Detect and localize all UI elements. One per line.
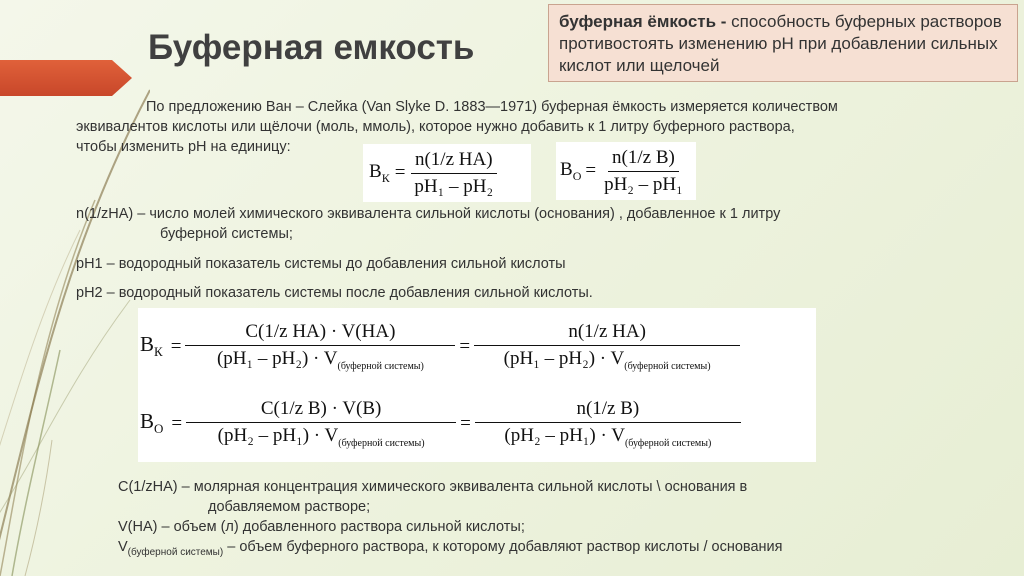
def-c-line-2: добавляемом растворе; — [208, 499, 371, 515]
def-v-buffer: $V_{(буферной системы)}$ – объем буферного раствора, к которому добавляют раствор кислоты / основания — [118, 539, 783, 558]
formula-lhs: $B_О$ — [560, 158, 582, 183]
def-n-line-1: n(1/zHA) – число молей химического эквивалента сильной кислоты (основания) , добавленное к 1 литру — [76, 206, 781, 222]
intro-line-1: По предложению Ван – Слейка (Van Slyke D. 1883—1971) буферная ёмкость измеряется количеством — [146, 99, 838, 115]
formula-acid-detailed: $B_К$ = $\frac{\text{C(1/z HA) · V(HA)}}{(pH_1 - pH_2) \cdot V_{(буферной системы)}}$ = $\frac{\text{n(1/z HA)}}{(pH_1 - pH_2) \cdot V_{(буферной системы)}}$ — [138, 308, 816, 385]
formula-lhs: $B_К$ — [369, 160, 390, 185]
formula-capacity-detailed — [138, 308, 816, 462]
formula-base-detailed: $B_О$ = $\frac{\text{C(1/z B) · V(B)}}{(pH_2 - pH_1) \cdot V_{(буферной системы)}}$ = $\frac{\text{n(1/z B)}}{(pH_2 - pH_1) \cdot V_{(буферной системы)}}$ — [138, 385, 816, 462]
definition-term: буферная ёмкость - — [559, 12, 727, 31]
intro-line-2: эквивалентов кислоты или щёлочи (моль, ммоль), которое нужно добавить к 1 литру буферного раствора, — [76, 119, 795, 135]
def-ph2: pH2 – водородный показатель системы после добавления сильной кислоты. — [76, 285, 593, 301]
definition-text: способность буферных растворов противостоять изменению рН при добавлении сильных кислот или щелочей — [559, 12, 1002, 75]
formula-fraction: $\frac{\text{n(1/z HA)}}{\text{pH₁ – pH₂}}$ — [410, 149, 497, 198]
intro-line-3: чтобы изменить рН на единицу: — [76, 139, 291, 155]
formula-fraction: $\frac{\text{n(1/z B)}}{\text{pH₂ – pH₁}}$ — [604, 146, 683, 195]
def-ph1: pH1 – водородный показатель системы до добавления сильной кислоты — [76, 256, 566, 272]
accent-arrow-shape — [0, 60, 132, 96]
formula-capacity-acid-simple: $B_К$ = $\frac{\text{n(1/z HA)}}{\text{pH₁ – pH₂}}$ — [363, 144, 531, 202]
definition-box — [548, 4, 1018, 82]
def-c-line-1: C(1/zHA) – молярная концентрация химического эквивалента сильной кислоты \ основания в — [118, 479, 748, 495]
definitions-block-2 — [118, 477, 998, 563]
def-v: V(HA) – объем (л) добавленного раствора сильной кислоты; — [118, 519, 525, 535]
slide-title: Буферная емкость — [148, 28, 475, 67]
definitions-block-1 — [76, 204, 976, 303]
def-n-line-2: буферной системы; — [160, 226, 293, 242]
formula-capacity-base-simple: $B_О$ = $\frac{\text{n(1/z B)}}{\text{pH₂ – pH₁}}$ — [556, 142, 696, 200]
